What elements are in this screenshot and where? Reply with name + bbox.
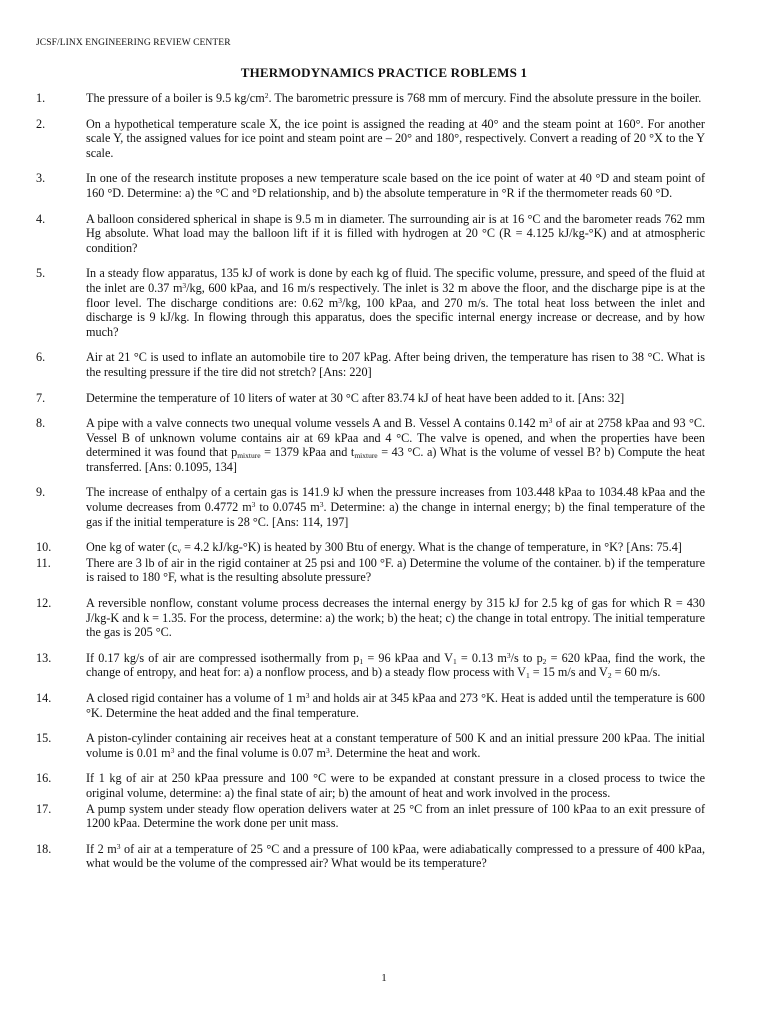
problem-number: 2.: [36, 116, 46, 131]
problem-number: 7.: [36, 390, 46, 405]
problem-text: Air at 21 °C is used to inflate an automobile tire to 207 kPag. After being driven, the temperature has risen to 38 °C. What is the resulting pressure if the tire did not stretch? [Ans: 220]: [86, 350, 705, 379]
problem-text: If 1 kg of air at 250 kPaa pressure and 100 °C were to be expanded at constant pressure in a closed process to twice the original volume, determine: a) the final state of air; b) the amount of heat and work involved in the process.: [86, 771, 705, 800]
problem-item: [36, 350, 705, 379]
problem-text: The increase of enthalpy of a certain gas is 141.9 kJ when the pressure increases from 103.448 kPaa to 1034.48 kPaa and the volume decreases from 0.4772 $m^3$ to 0.0745 $m^3$. Determine: a) the change in internal energy; b) the final temperature of the gas if the initial temperature is 28 °C. [Ans: 114, 197]: [86, 485, 705, 529]
problem-item: [36, 771, 705, 800]
problem-item: [36, 391, 705, 406]
problem-text: On a hypothetical temperature scale X, the ice point is assigned the reading at 40° and the steam point at 160°. For another scale Y, the assigned values for ice point and steam point are – 20° and 180°, respectively. Convert a reading of 20 °X to the Y scale.: [86, 116, 705, 160]
problem-item: [36, 651, 705, 680]
problem-item: [36, 556, 705, 585]
problem-text: The pressure of a boiler is 9.5 $kg/cm^2$. The barometric pressure is 768 mm of mercury. Find the absolute pressure in the boiler.: [86, 91, 702, 105]
problem-item: [36, 691, 705, 720]
problem-number: 10.: [36, 540, 52, 555]
problem-number: 13.: [36, 650, 52, 665]
problem-text: There are 3 lb of air in the rigid container at 25 psi and 100 °F. a) Determine the volume of the container. b) if the temperature is raised to 180 °F, what is the resulting absolute pressure?: [86, 555, 705, 585]
problem-text: Determine the temperature of 10 liters of water at 30 °C after 83.74 kJ of heat have been added to it. [Ans: 32]: [86, 390, 625, 405]
problem-number: 5.: [36, 266, 46, 281]
problem-text: A reversible nonflow, constant volume process decreases the internal energy by 315 kJ for 2.5 kg of gas for which R = 430 J/kg-K and k = 1.35. For the process, determine: a) the work; b) the heat; c) the change in total entropy. The initial temperature the gas is 205 °C.: [86, 596, 705, 640]
problem-item: [36, 212, 705, 256]
problem-number: 17.: [36, 801, 52, 816]
problem-text: A closed rigid container has a volume of 1 $m^3$ and holds air at 345 kPaa and 273 °K. Heat is added until the temperature is 600 °K. Determine the heat added and the final temperature.: [86, 691, 705, 720]
problem-text: In a steady flow apparatus, 135 kJ of work is done by each kg of fluid. The specific volume, pressure, and speed of the fluid at the inlet are 0.37 $m^3/kg$, 600 kPaa, and 16 m/s respectively. The inlet is 32 m above the floor, and the discharge pipe is at the floor level. The discharge conditions are: 0.62 $m^3/kg$, 100 kPaa, and 270 m/s. The total heat loss between the inlet and discharge is 9 kJ/kg. In flowing through this apparatus, does the specific internal energy increase or decrease, and by how much?: [86, 266, 705, 339]
problem-item: [36, 485, 705, 529]
problem-text: One kg of water ($c_v = 4.2$ kJ/kg-°K) is heated by 300 Btu of energy. What is the change of temperature, in °K? [Ans: 75.4]: [86, 540, 682, 556]
problem-number: 4.: [36, 211, 46, 226]
problem-text: If 0.17 kg/s of air are compressed isothermally from $p_1 = 96$ kPaa and $V_1 = 0.13$ $m^3/s$ to $p_2 = 620$ kPaa, find the work, the change of entropy, and heat for: a) a nonflow process, and b) a steady flow process with $V_1 = 15$ m/s and $V_2 = 60$ m/s.: [86, 650, 705, 681]
problem-number: 14.: [36, 691, 52, 705]
problem-number: 16.: [36, 771, 52, 786]
problem-text: A piston-cylinder containing air receives heat at a constant temperature of 500 K and an initial pressure 200 kPaa. The initial volume is 0.01 $m^3$ and the final volume is 0.07 $m^3$. Determine the heat and work.: [86, 731, 705, 760]
problem-item: [36, 596, 705, 640]
problem-list: [36, 91, 705, 871]
problem-item: [36, 117, 705, 161]
problem-number: 18.: [36, 841, 52, 856]
problem-item: [36, 540, 705, 555]
problem-text: In one of the research institute proposes a new temperature scale based on the ice point of water at 40 °D and steam point of 160 °D. Determine: a) the °C and °D relationship, and b) the absolute temperature in °R if the thermometer reads 60 °D.: [86, 171, 705, 200]
problem-number: 12.: [36, 596, 52, 611]
page-title: THERMODYNAMICS PRACTICE ROBLEMS 1: [240, 65, 528, 80]
problem-text: A pump system under steady flow operation delivers water at 25 °C from an inlet pressure of 100 kPaa to an exit pressure of 1200 kPaa. Determine the work done per unit mass.: [86, 801, 705, 831]
problem-number: 15.: [36, 731, 52, 746]
problem-number: 6.: [36, 350, 46, 365]
problem-item: [36, 416, 705, 474]
problem-number: 3.: [36, 171, 46, 186]
review-center-header: JCSF/LINX ENGINEERING REVIEW CENTER: [36, 38, 231, 48]
problem-item: [36, 842, 705, 871]
problem-text: A pipe with a valve connects two unequal volume vessels A and B. Vessel A contains 0.142 $m^3$ of air at 2758 kPaa and 93 °C. Vessel B of unknown volume contains air at 69 kPaa and 4 °C. The valve is opened, and when the properties have been determined it was found that $p_{mixture} = 1379$ kPaa and $t_{mixture} = 43$ °C. a) What is the volume of vessel B? b) Compute the heat transferred. [Ans: 0.1095, 134]: [86, 416, 705, 474]
problem-item: [36, 91, 705, 106]
problem-item: [36, 266, 705, 339]
problem-number: 8.: [36, 416, 46, 431]
problem-text: A balloon considered spherical in shape is 9.5 m in diameter. The surrounding air is at 16 °C and the barometer reads 762 mm Hg absolute. What load may the balloon lift if it is filled with hydrogen at 20 °C (R = 4.125 kJ/kg-°K) and at atmospheric condition?: [86, 211, 705, 255]
problem-item: [36, 731, 705, 760]
problem-item: [36, 802, 705, 831]
problem-text: If 2 $m^3$ of air at a temperature of 25 °C and a pressure of 100 kPaa, were adiabatically compressed to a pressure of 400 kPaa, what would be the volume of the compressed air? What would be its temperature?: [86, 841, 705, 871]
problem-item: [36, 171, 705, 200]
problem-number: 1.: [36, 91, 46, 105]
problem-number: 9.: [36, 485, 46, 500]
problem-number: 11.: [36, 555, 51, 570]
page-number: 1: [381, 972, 387, 984]
